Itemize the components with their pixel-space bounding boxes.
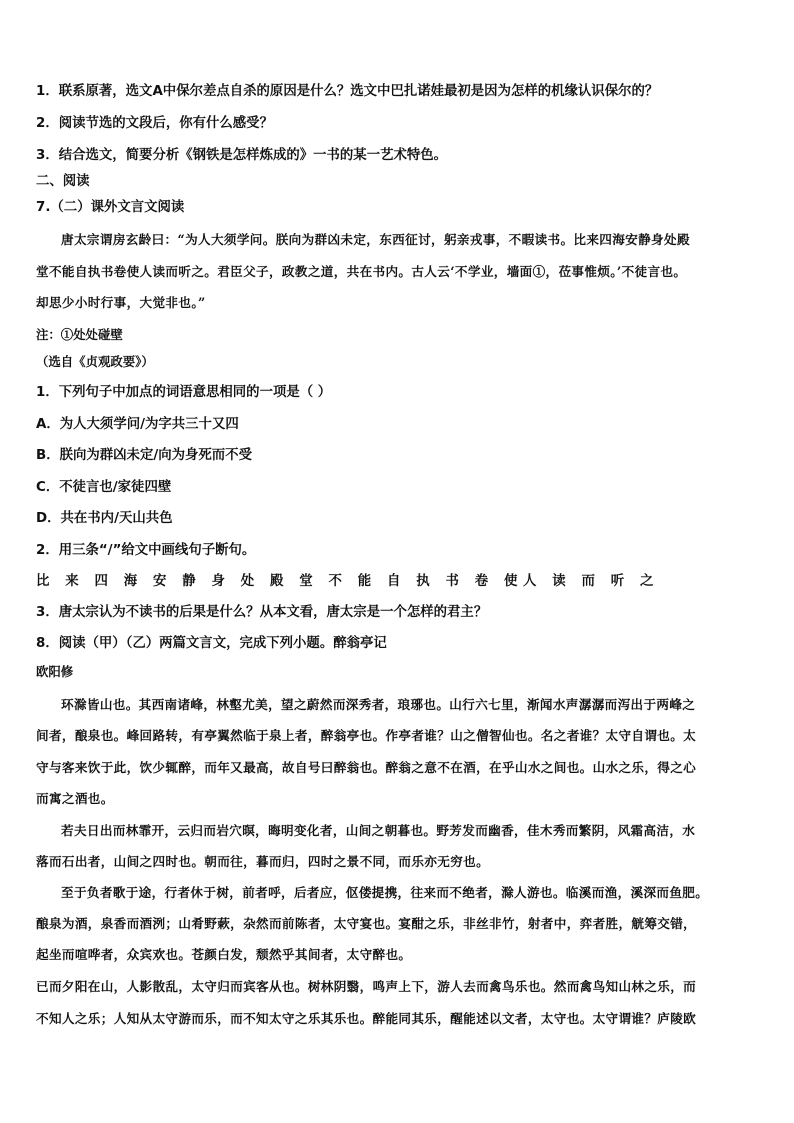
passage-line-11: 不知人之乐；人知从太守游而乐，而不知太守之乐其乐也。醉能同其乐，醒能述以文者，太守也。太守谓谁？庐陵欧 xyxy=(36,1011,697,1026)
passage-line-3: 守与客来饮于此，饮少辄醉，而年又最高，故自号曰醉翁也。醉翁之意不在酒，在乎山水之间也。山水之乐，得之心 xyxy=(36,760,697,775)
passage-line-4: 而寓之酒也。 xyxy=(36,791,114,806)
question-3-text: 3．结合选文，简要分析《钢铁是怎样炼成的》一书的某一艺术特色。 xyxy=(36,148,448,163)
item-7-heading: 7.（二）课外文言文阅读 xyxy=(36,200,185,215)
passage-line-5: 若夫日出而林霏开，云归而岩穴暝，晦明变化者，山间之朝暮也。野芳发而幽香，佳木秀而繁阴，风霜高洁，水 xyxy=(61,823,696,838)
item-7-question-3: 3．唐太宗认为不读书的后果是什么？从本文看，唐太宗是一个怎样的君主？ xyxy=(36,605,488,620)
author-name: 欧阳修 xyxy=(36,664,74,679)
passage-line-10: 已而夕阳在山，人影散乱，太守归而宾客从也。树林阴翳，鸣声上下，游人去而禽鸟乐也。然而禽鸟知山林之乐，而 xyxy=(36,979,697,994)
passage-line-6: 落而石出者，山间之四时也。朝而往，暮而归，四时之景不同，而乐亦无穷也。 xyxy=(36,854,490,869)
passage-line-2: 间者，酿泉也。峰回路转，有亭翼然临于泉上者，醉翁亭也。作亭者谁？山之僧智仙也。名之者谁？太守自谓也。太 xyxy=(36,728,697,743)
question-1-text: 1．联系原著，选文A中保尔差点自杀的原因是什么？选文中巴扎诺娃最初是因为怎样的机缘认识保尔的？ xyxy=(36,84,659,99)
passage-line-1: 环滁皆山也。其西南诸峰，林壑尤美，望之蔚然而深秀者，琅琊也。山行六七里，渐闻水声潺潺而泻出于两峰之 xyxy=(61,697,696,712)
classical-text-line-3: 却思少小时行事，大觉非也。” xyxy=(36,295,206,310)
punctuation-sentence: 比 来 四 海 安 静 身 处 殿 堂 不 能 自 执 书 卷 使人 读 而 听 之 xyxy=(36,574,660,589)
option-b: B．朕向为群凶未定/向为身死而不受 xyxy=(36,448,252,463)
classical-text-line-2: 堂不能自执书卷使人读而听之。君臣父子，政教之道，共在书内。古人云‘不学业，墙面①，莅事惟烦。’不徒言也。 xyxy=(36,264,687,279)
item-8-heading: 8．阅读（甲）（乙）两篇文言文，完成下列小题。醉翁亭记 xyxy=(36,636,387,651)
footnote: 注：①处处碰壁 xyxy=(36,327,123,342)
item-7-question-2: 2．用三条“/”给文中画线句子断句。 xyxy=(36,543,256,558)
passage-line-9: 起坐而喧哗者，众宾欢也。苍颜白发，颓然乎其间者，太守醉也。 xyxy=(36,947,412,962)
option-a: A．为人大须学问/为字共三十又四 xyxy=(36,417,239,432)
option-c: C．不徒言也/家徒四壁 xyxy=(36,480,172,495)
question-2-text: 2．阅读节选的文段后，你有什么感受？ xyxy=(36,116,273,131)
option-d: D．共在书内/天山共色 xyxy=(36,511,173,526)
item-7-question-1: 1．下列句子中加点的词语意思相同的一项是（ ） xyxy=(36,385,332,400)
section-heading-reading: 二、阅读 xyxy=(36,174,90,189)
passage-line-7: 至于负者歌于途，行者休于树，前者呼，后者应，伛偻提携，往来而不绝者，滁人游也。临溪而渔，溪深而鱼肥。 xyxy=(61,885,709,900)
passage-line-8: 酿泉为酒，泉香而酒洌；山肴野蔌，杂然而前陈者，太守宴也。宴酣之乐，非丝非竹，射者中，弈者胜，觥筹交错， xyxy=(36,916,697,931)
source-citation: （选自《贞观政要》） xyxy=(36,354,154,369)
classical-text-line-1: 唐太宗谓房玄龄曰：“为人大须学问。朕向为群凶未定，东西征讨，躬亲戎事，不暇读书。比来四海安静身处殿 xyxy=(61,232,690,247)
